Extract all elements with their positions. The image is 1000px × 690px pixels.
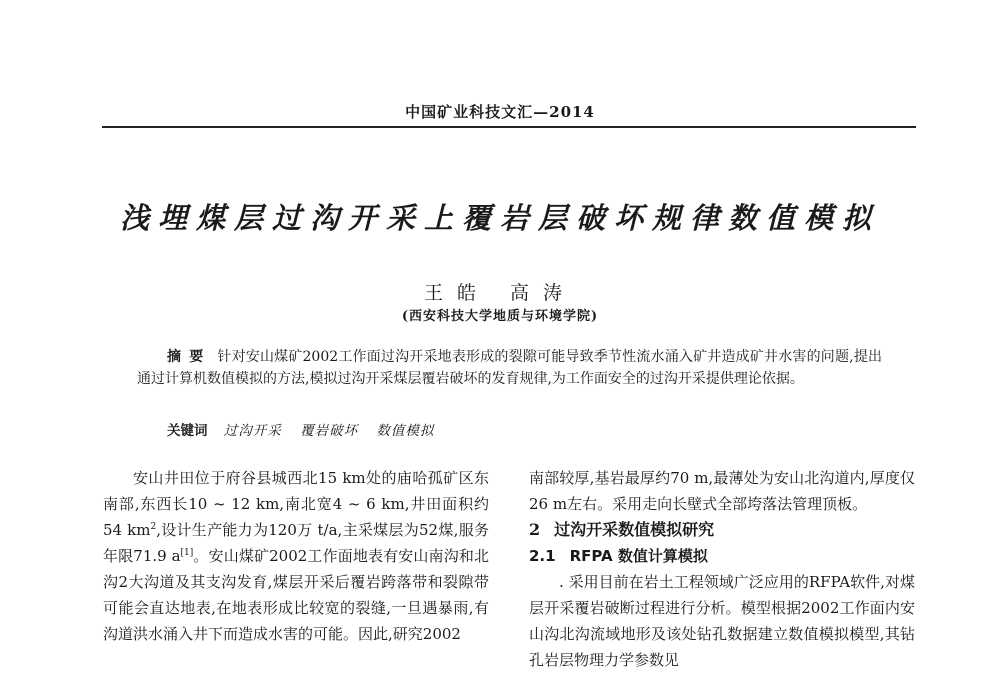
body-paragraph (529, 569, 915, 673)
keyword: 过沟开采 (223, 423, 282, 439)
abstract (137, 346, 882, 390)
stray-mark: . (559, 573, 564, 591)
keyword: 数值模拟 (376, 423, 435, 439)
authors: 王皓 高涛 (423, 282, 577, 304)
superscript-area: 2 (150, 522, 157, 532)
abstract-label: 摘要 (167, 349, 212, 365)
body-text: 。安山煤矿2002工作面地表有安山南沟和北沟2大沟道及其支沟发育,煤层开采后覆岩跨落带和裂隙带可能会直达地表,在地表形成比较宽的裂缝,一旦遇暴雨,有沟道洪水涌入井下而造成水害的可能。因此,研究2002 (103, 547, 489, 643)
body-paragraph: 南部较厚,基岩最厚约70 m,最薄处为安山北沟道内,厚度仅26 m左右。采用走向长壁式全部垮落法管理顶板。 (529, 469, 915, 513)
running-header: 中国矿业科技文汇—2014 (405, 103, 595, 121)
section-number: 2 (529, 520, 541, 539)
left-column (103, 465, 489, 647)
body-text: 安山井田位于府谷县城西北15 km处的庙哈孤矿区东南部,东西长10 ~ 12 km,南北宽4 ~ 6 km,井田面积约54 km (103, 469, 489, 539)
keywords (167, 420, 887, 442)
affiliation: (西安科技大学地质与环境学院) (401, 309, 599, 324)
right-column (529, 465, 915, 673)
section-title: 过沟开采数值模拟研究 (554, 520, 715, 539)
subsection-heading (529, 543, 915, 569)
header-rule (102, 126, 916, 128)
keywords-label: 关键词 (167, 423, 208, 439)
body-text: 采用目前在岩土工程领域广泛应用的RFPA软件,对煤层开采覆岩破断过程进行分析。模型根据2002工作面内安山沟北沟流域地形及该处钻孔数据建立数值模拟模型,其钻孔岩层物理力学参数见 (529, 573, 915, 669)
body-paragraph (103, 465, 489, 647)
citation-ref: [1] (180, 548, 194, 558)
abstract-text: 针对安山煤矿2002工作面过沟开采地表形成的裂隙可能导致季节性流水涌入矿井造成矿井水害的问题,提出通过计算机数值模拟的方法,模拟过沟开采煤层覆岩破坏的发育规律,为工作面安全的过沟开采提供理论依据。 (137, 349, 883, 387)
body-text: ,设计生产能力为120万 t/a,主采煤层为52煤,服务年限71.9 a (103, 521, 489, 565)
subsection-number: 2.1 (529, 547, 556, 565)
keyword: 覆岩破坏 (300, 423, 359, 439)
section-heading (529, 517, 915, 543)
paper-title: 浅埋煤层过沟开采上覆岩层破坏规律数值模拟 (119, 201, 880, 235)
subsection-title: RFPA 数值计算模拟 (569, 547, 708, 565)
